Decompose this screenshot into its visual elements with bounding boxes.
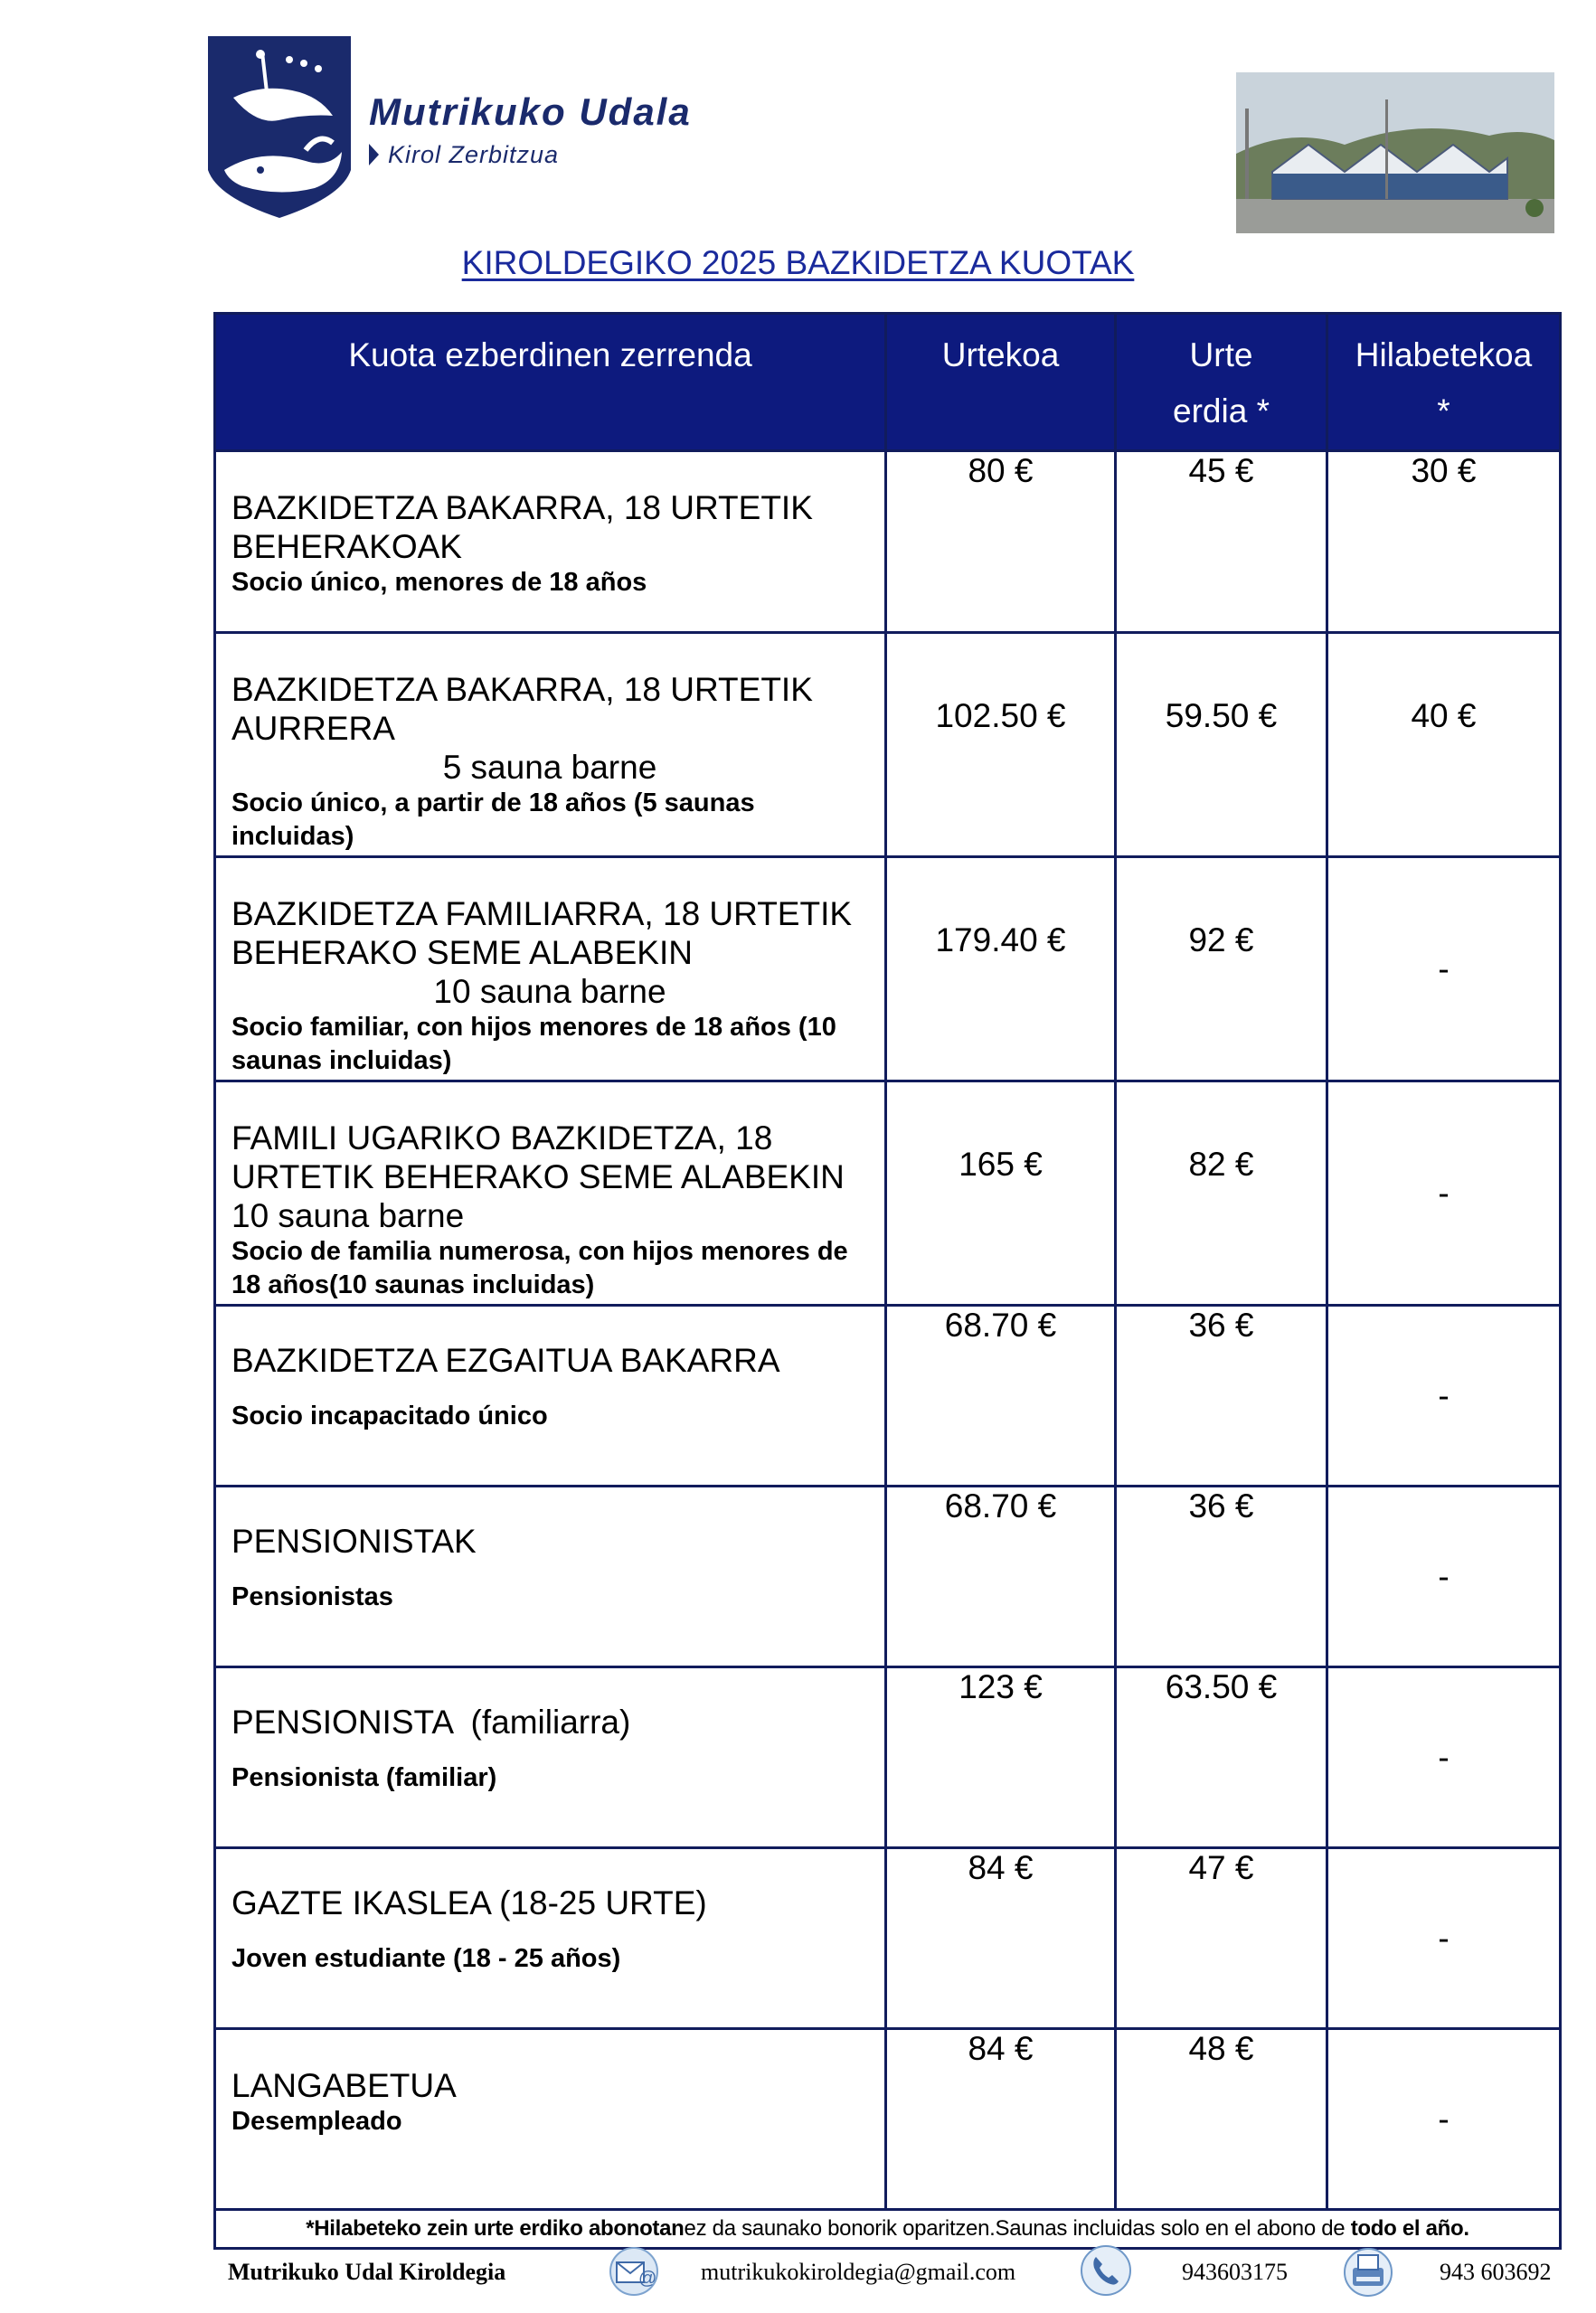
title-part-2: BAZKIDETZA KUOTAK <box>785 244 1135 281</box>
fee-name: LANGABETUA <box>231 2067 457 2104</box>
half-year-price: 59.50 € <box>1116 633 1327 857</box>
footnote-text: ez da saunako bonorik oparitzen.Saunas incluidas solo en el abono de <box>684 2216 1351 2241</box>
org-subtitle <box>369 141 559 169</box>
page-footer <box>228 2242 1566 2306</box>
column-header: Hilabetekoa * <box>1327 314 1561 451</box>
table-row <box>215 2029 1561 2210</box>
monthly-price: - <box>1327 1081 1561 1306</box>
table-row <box>215 1487 1561 1667</box>
org-subtitle-text: Kirol Zerbitzua <box>388 141 560 168</box>
annual-price: 84 € <box>886 1848 1116 2029</box>
half-year-price: 36 € <box>1116 1487 1327 1667</box>
monthly-price: - <box>1327 1487 1561 1667</box>
half-year-price: 36 € <box>1116 1306 1327 1487</box>
fee-name: GAZTE IKASLEA (18-25 URTE) <box>231 1884 707 1921</box>
annual-price: 84 € <box>886 2029 1116 2210</box>
column-header: Urte erdia * <box>1116 314 1327 451</box>
email-icon <box>606 2242 662 2297</box>
fee-name-es: Pensionista (familiar) <box>231 1763 497 1792</box>
annual-price: 123 € <box>886 1667 1116 1848</box>
monthly-price: - <box>1327 1306 1561 1487</box>
page-title <box>0 244 1596 282</box>
column-header: Urtekoa <box>886 314 1116 451</box>
annual-price: 179.40 € <box>886 857 1116 1081</box>
fee-name-es: Socio único, a partir de 18 años (5 saunas incluidas) <box>231 788 755 851</box>
svg-text:@: @ <box>638 2269 657 2289</box>
logo <box>206 34 713 224</box>
table-row <box>215 633 1561 857</box>
table-row <box>215 1667 1561 1848</box>
footnote-bold-2: todo el año. <box>1350 2216 1469 2241</box>
half-year-price: 63.50 € <box>1116 1667 1327 1848</box>
fees-table <box>213 312 1562 2250</box>
footer-org-name: Mutrikuko Udal Kiroldegia <box>228 2259 506 2285</box>
fee-name-es: Joven estudiante (18 - 25 años) <box>231 1944 621 1973</box>
monthly-price: - <box>1327 1667 1561 1848</box>
fee-name-es: Socio familiar, con hijos menores de 18 años (10 saunas incluidas) <box>231 1013 836 1075</box>
table-row <box>215 1306 1561 1487</box>
phone-icon <box>1078 2242 1134 2299</box>
monthly-price: 30 € <box>1327 451 1561 633</box>
half-year-price: 47 € <box>1116 1848 1327 2029</box>
fee-sauna: 10 sauna barne <box>231 1197 465 1234</box>
fee-name: BAZKIDETZA BAKARRA, 18 URTETIK BEHERAKOAK <box>231 489 813 565</box>
annual-price: 68.70 € <box>886 1306 1116 1487</box>
half-year-price: 92 € <box>1116 857 1327 1081</box>
annual-price: 80 € <box>886 451 1116 633</box>
column-header: Kuota ezberdinen zerrenda <box>215 314 886 451</box>
monthly-price: - <box>1327 857 1561 1081</box>
table-header-row <box>215 314 1561 451</box>
monthly-price: 40 € <box>1327 633 1561 857</box>
half-year-price: 45 € <box>1116 451 1327 633</box>
fee-sauna: 5 sauna barne <box>442 749 657 786</box>
table-row <box>215 451 1561 633</box>
triangle-icon <box>369 144 379 165</box>
footnote-bold-1: *Hilabeteko zein urte erdiko abonotan <box>306 2216 685 2241</box>
footer-fax: 943 603692 <box>1440 2259 1552 2285</box>
table-row <box>215 1848 1561 2029</box>
annual-price: 68.70 € <box>886 1487 1116 1667</box>
table-row <box>215 857 1561 1081</box>
fee-name-es: Socio incapacitado único <box>231 1402 548 1430</box>
half-year-price: 48 € <box>1116 2029 1327 2210</box>
title-part-1: KIROLDEGIKO 2025 <box>461 244 786 281</box>
fee-name-es: Pensionistas <box>231 1582 393 1611</box>
fee-name: BAZKIDETZA FAMILIARRA, 18 URTETIK BEHERAKO SEME ALABEKIN <box>231 895 853 971</box>
table-row <box>215 1081 1561 1306</box>
fee-name: PENSIONISTAK <box>231 1523 477 1560</box>
half-year-price: 82 € <box>1116 1081 1327 1306</box>
annual-price: 165 € <box>886 1081 1116 1306</box>
fee-name: PENSIONISTA (familiarra) <box>231 1704 631 1741</box>
fee-name-es: Desempleado <box>231 2107 402 2136</box>
fax-icon <box>1340 2242 1396 2299</box>
fee-name: FAMILI UGARIKO BAZKIDETZA, 18 URTETIK BEHERAKO SEME ALABEKIN <box>231 1119 845 1195</box>
fee-sauna: 10 sauna barne <box>433 973 666 1010</box>
org-name: Mutrikuko Udala <box>369 90 692 133</box>
monthly-price: - <box>1327 2029 1561 2210</box>
fee-name: BAZKIDETZA EZGAITUA BAKARRA <box>231 1342 780 1379</box>
footer-email[interactable]: mutrikukokiroldegia@gmail.com <box>701 2259 1016 2285</box>
annual-price: 102.50 € <box>886 633 1116 857</box>
fee-name: BAZKIDETZA BAKARRA, 18 URTETIK AURRERA <box>231 671 813 747</box>
fee-name-es: Socio único, menores de 18 años <box>231 568 647 597</box>
monthly-price: - <box>1327 1848 1561 2029</box>
fee-name-es: Socio de familia numerosa, con hijos menores de 18 años(10 saunas incluidas) <box>231 1237 848 1299</box>
sports-center-photo <box>1236 72 1554 233</box>
footer-phone: 943603175 <box>1182 2259 1288 2285</box>
municipality-logo-icon <box>206 34 353 220</box>
